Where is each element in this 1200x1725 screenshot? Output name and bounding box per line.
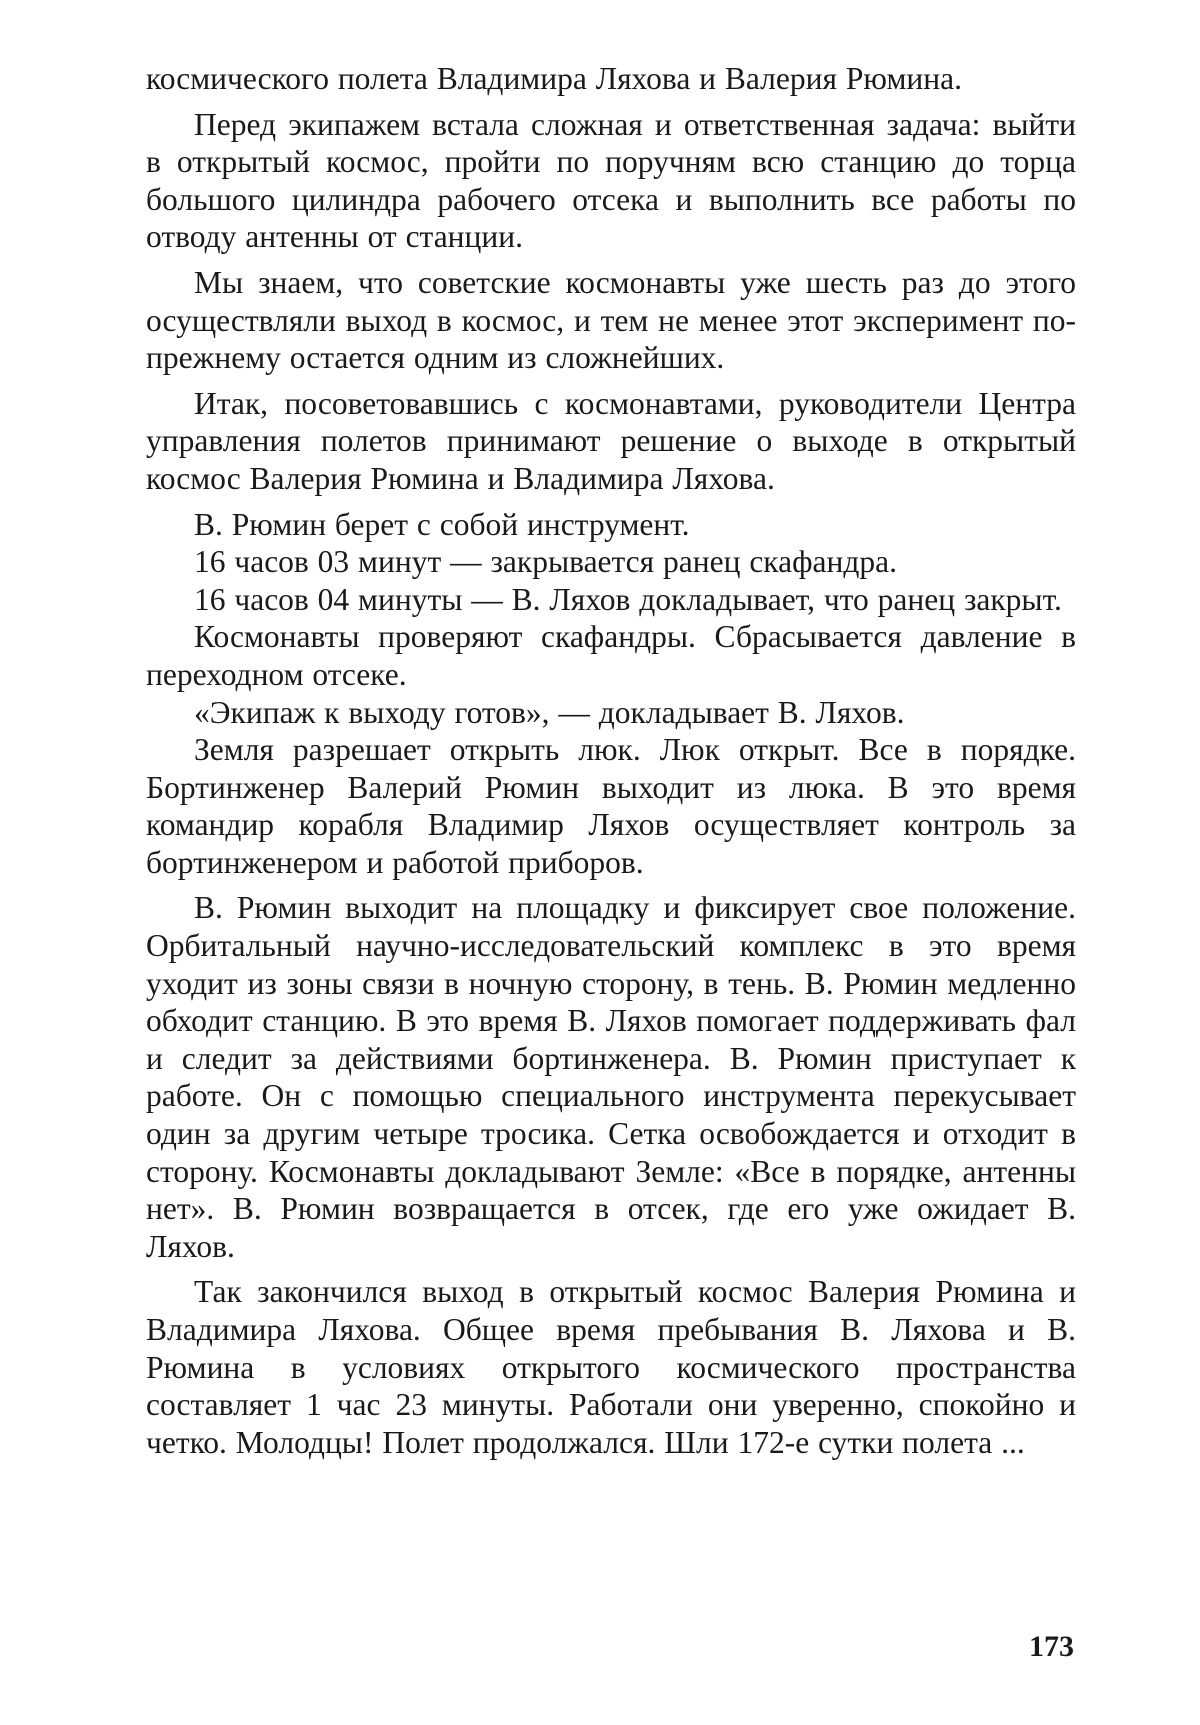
page-number: 173 bbox=[1029, 1630, 1074, 1663]
paragraph-2: Перед экипажем встала сложная и ответственная задача: выйти в открытый космос, пройти по поручням всю станцию до торца большого цилиндра рабочего отсека и выполнить все работы по отводу антенны от станции. bbox=[146, 106, 1076, 255]
paragraph-12: Так закончился выход в открытый космос Валерия Рюмина и Владимира Ляхова. Общее время пребывания В. Ляхова и В. Рюмина в условиях открытого космического пространства составляет 1 час 23 минуты. Работали они уверенно, спокойно и четко. Молодцы! Полет продолжался. Шли 172-е сутки полета ... bbox=[146, 1274, 1076, 1460]
paragraph-11: В. Рюмин выходит на площадку и фиксирует свое положение. Орбитальный научно-исследовательский комплекс в это время уходит из зоны связи в ночную сторону, в тень. В. Рюмин медленно обходит станцию. В это время В. Ляхов помогает поддерживать фал и следит за действиями бортинженера. В. Рюмин приступает к работе. Он с помощью специального инструмента перекусывает один за другим четыре тросика. Сетка освобождается и отходит в сторону. Космонавты докладывают Земле: «Все в порядке, антенны нет». В. Рюмин возвращается в отсек, где его уже ожидает В. Ляхов. bbox=[146, 890, 1076, 1264]
paragraph-5: В. Рюмин берет с собой инструмент. bbox=[194, 506, 690, 542]
paragraph-10: Земля разрешает открыть люк. Люк открыт. Все в порядке. Бортинженер Валерий Рюмин выходит из люка. В это время командир корабля Владимир Ляхов осуществляет контроль за бортинженером и работой приборов. bbox=[146, 732, 1076, 880]
paragraph-7: 16 часов 04 минуты — В. Ляхов докладывает, что ранец закрыт. bbox=[194, 581, 1062, 617]
paragraph-4: Итак, посоветовавшись с космонавтами, руководители Центра управления полетов принимают решение о выходе в открытый космос Валерия Рюмина и Владимира Ляхова. bbox=[146, 385, 1076, 496]
paragraph-8: Космонавты проверяют скафандры. Сбрасывается давление в переходном отсеке. bbox=[146, 619, 1076, 692]
paragraph-6: 16 часов 03 минут — закрывается ранец скафандра. bbox=[194, 544, 897, 580]
paragraph-9: «Экипаж к выходу готов», — докладывает В. Ляхов. bbox=[194, 694, 905, 730]
page-body bbox=[146, 60, 1076, 1461]
paragraph-3: Мы знаем, что советские космонавты уже шесть раз до этого осуществляли выход в космос, и тем не менее этот эксперимент по-прежнему остается одним из сложнейших. bbox=[146, 264, 1076, 376]
paragraph-1: космического полета Владимира Ляхова и Валерия Рюмина. bbox=[146, 61, 962, 96]
